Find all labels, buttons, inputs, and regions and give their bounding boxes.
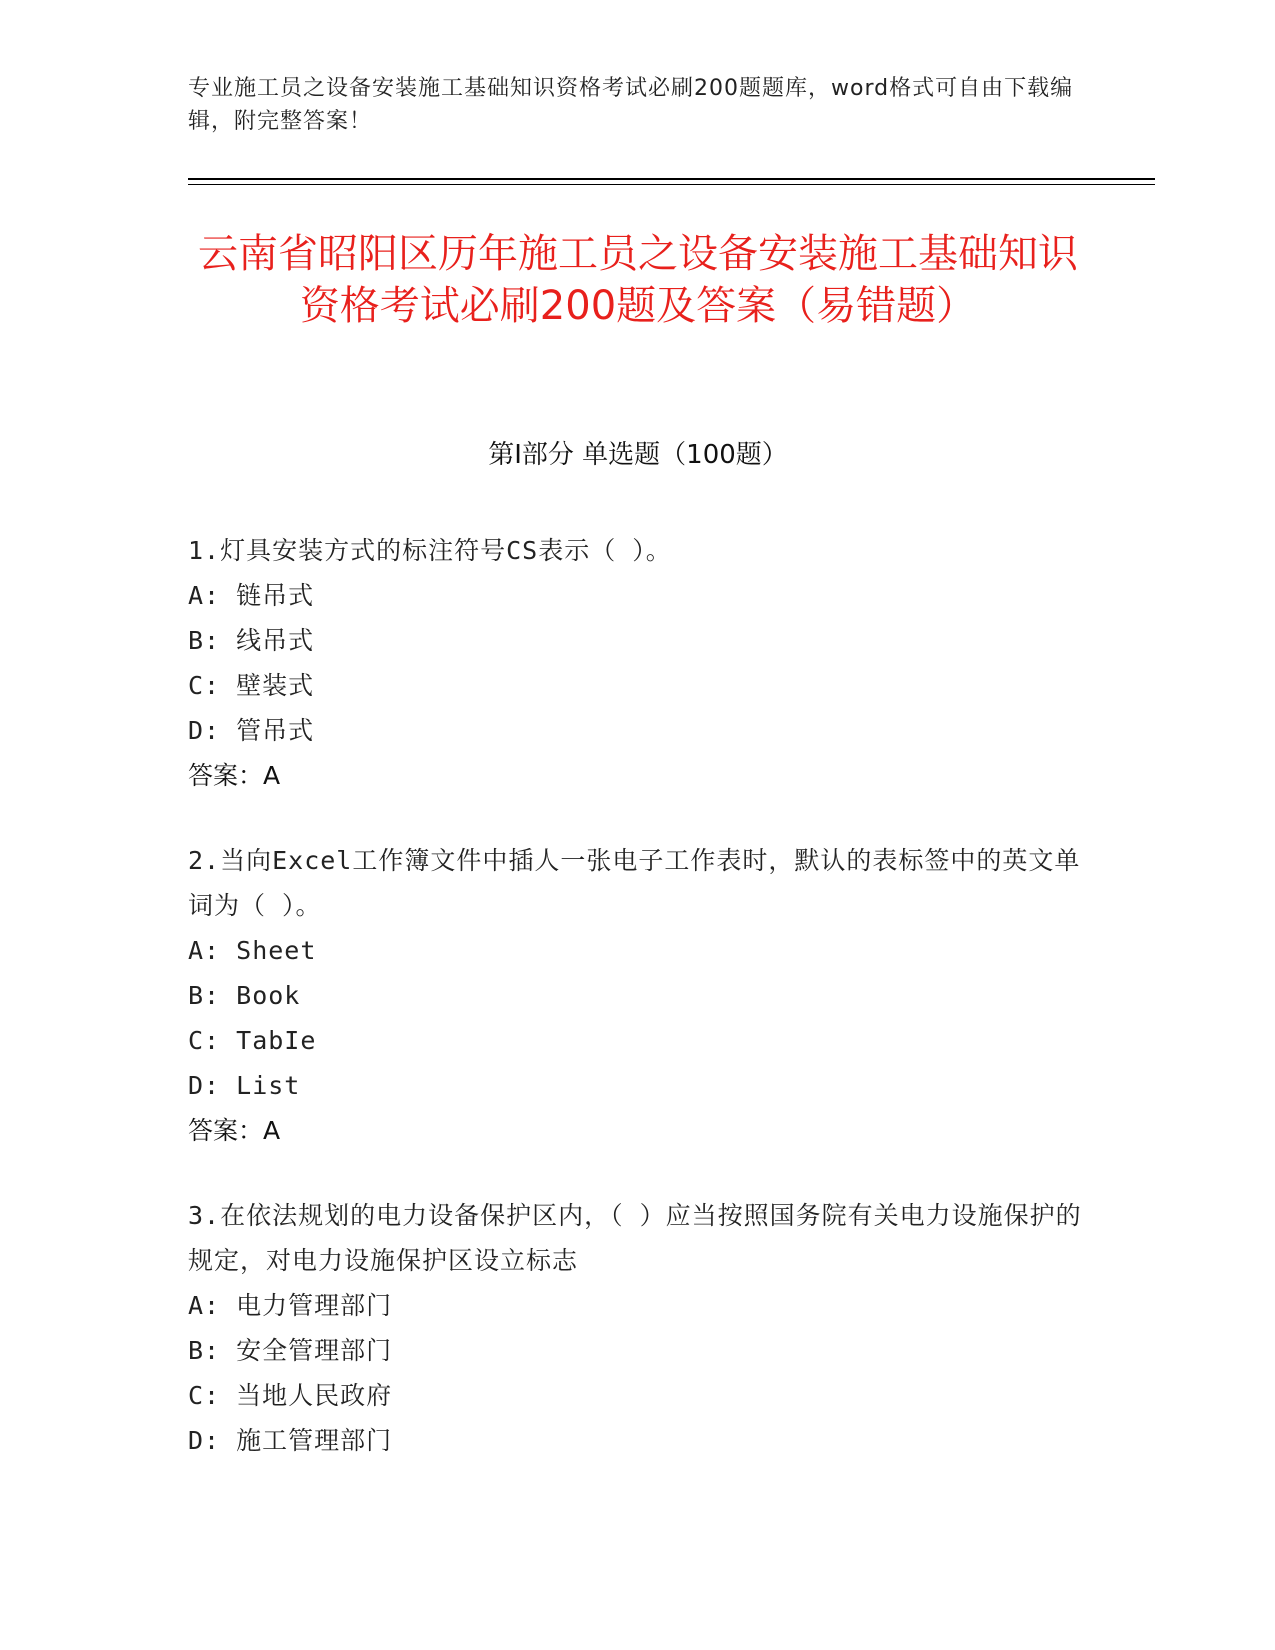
header-note: 专业施工员之设备安装施工基础知识资格考试必刷200题题库，word格式可自由下载编辑，附完整答案！ [188,76,1074,134]
section-heading: 第I部分 单选题（100题） [488,440,788,470]
option-a: A: 电力管理部门 [188,1291,393,1320]
answer: 答案：A [188,761,281,790]
document-title: 云南省昭阳区历年施工员之设备安装施工基础知识资格考试必刷200题及答案（易错题） [198,231,1078,329]
question-text: 3.在依法规划的电力设备保护区内，（ ）应当按照国务院有关电力设施保护的规定，对电力设施保护区设立标志 [188,1201,1082,1275]
question-list [188,528,1088,1503]
option-d: D: 施工管理部门 [188,1426,393,1455]
header-rule-thick [188,178,1155,180]
answer: 答案：A [188,1116,281,1145]
question-text: 1.灯具安装方式的标注符号CS表示（ ）。 [188,536,672,565]
header-rule-thin [188,184,1155,185]
question-2 [188,838,1088,1153]
question-text: 2.当向Excel工作簿文件中插人一张电子工作表时，默认的表标签中的英文单词为（ ）。 [188,846,1081,920]
option-a: A: Sheet [188,936,317,965]
option-c: C: 壁装式 [188,671,315,700]
option-b: B: Book [188,981,301,1010]
option-d: D: List [188,1071,301,1100]
option-d: D: 管吊式 [188,716,315,745]
question-1 [188,528,1088,798]
question-3 [188,1193,1088,1463]
option-b: B: 安全管理部门 [188,1336,393,1365]
option-c: C: 当地人民政府 [188,1381,393,1410]
option-a: A: 链吊式 [188,581,315,610]
option-b: B: 线吊式 [188,626,315,655]
option-c: C: TabIe [188,1026,317,1055]
